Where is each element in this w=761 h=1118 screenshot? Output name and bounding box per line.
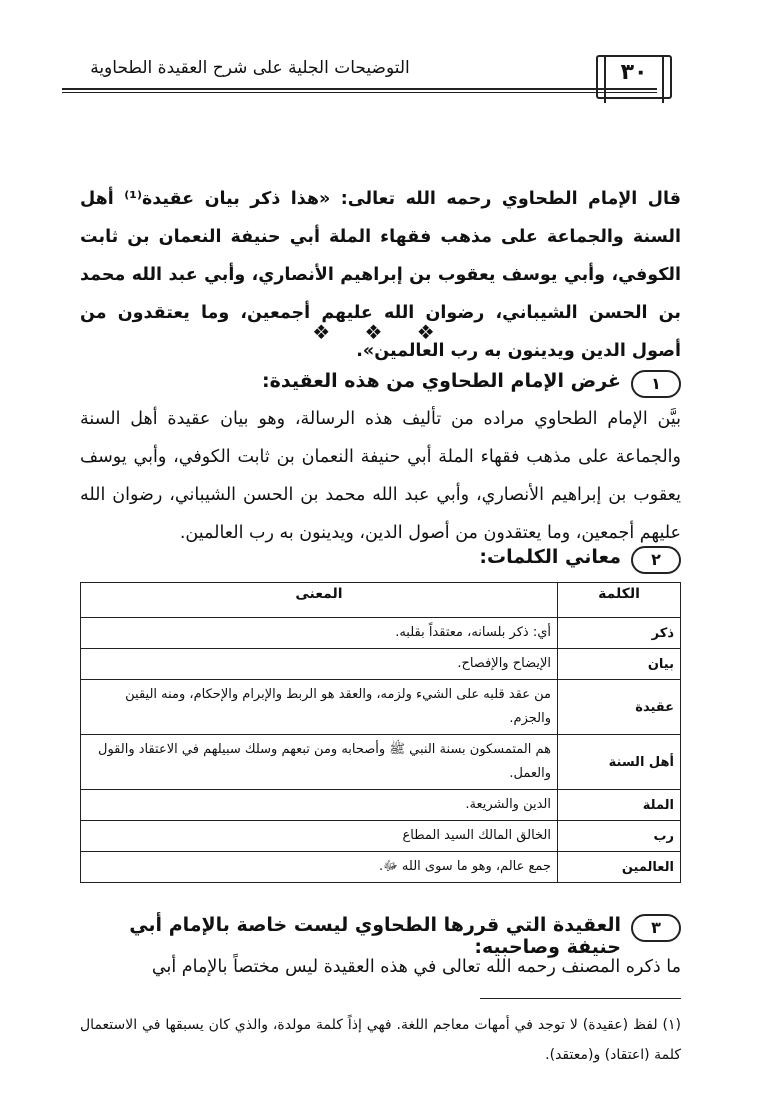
meaning-cell: هم المتمسكون بسنة النبي ﷺ وأصحابه ومن تبعهم وسلك سبيلهم في الاعتقاد والقول والعمل. (81, 735, 558, 790)
separator-ornament: ❖ ❖ ❖ (312, 320, 449, 344)
word-cell: بيان (558, 649, 681, 680)
word-cell: رب (558, 821, 681, 852)
section-title: معاني الكلمات: (479, 546, 621, 568)
section-number-badge: ١ (631, 370, 681, 398)
vocabulary-table (80, 582, 681, 883)
word-cell: أهل السنة (558, 735, 681, 790)
section-3-body: ما ذكره المصنف رحمه الله تعالى في هذه العقيدة ليس مختصاً بالإمام أبي (151, 957, 681, 977)
footnote-divider (480, 998, 681, 999)
word-cell: ذكر (558, 618, 681, 649)
word-cell: العالمين (558, 852, 681, 883)
word-cell: الملة (558, 790, 681, 821)
meaning-cell: أي: ذكر بلسانه، معتقداً بقلبه. (81, 618, 558, 649)
table-row (81, 790, 681, 821)
section-1-body: بيَّن الإمام الطحاوي مراده من تأليف هذه الرسالة، وهو بيان عقيدة أهل السنة والجماعة على مذهب فقهاء الملة أبي حنيفة النعمان بن ثابت الكوفي، وأبي يوسف يعقوب بن إبراهيم الأنصاري، وأبي عبد الله محمد بن الحسن الشيباني، رضوان الله عليهم أجمعين، وما يعتقدون من أصول الدين، ويدينون به رب العالمين. (80, 409, 681, 543)
section-title: غرض الإمام الطحاوي من هذه العقيدة: (262, 370, 621, 392)
page-number: ٣٠ (620, 60, 648, 85)
section-number-badge: ٣ (631, 914, 681, 942)
footnote: (١) لفظ (عقيدة) لا توجد في أمهات معاجم اللغة. فهي إذاً كلمة مولدة، والذي كان يسبقها في الاستعمال كلمة (اعتقاد) و(معتقد). (80, 1017, 681, 1063)
section-number-badge: ٢ (631, 546, 681, 574)
section-2-heading (80, 544, 681, 578)
column-header-word: الكلمة (558, 583, 681, 618)
table-row (81, 852, 681, 883)
meaning-cell: الدين والشريعة. (81, 790, 558, 821)
table-row (81, 821, 681, 852)
table-row (81, 618, 681, 649)
meaning-cell: من عقد قلبه على الشيء ولزمه، والعقد هو الربط والإبرام والإحكام، ومنه اليقين والجزم. (81, 680, 558, 735)
table-row (81, 735, 681, 790)
section-3-heading (80, 912, 681, 958)
header-divider (62, 88, 657, 90)
section-1-heading (80, 368, 681, 402)
book-title: التوضيحات الجلية على شرح العقيدة الطحاوية (90, 58, 410, 78)
meaning-cell: الإيضاح والإفصاح. (81, 649, 558, 680)
intro-quote: قال الإمام الطحاوي رحمه الله تعالى: «هذا ذكر بيان عقيدة⁽¹⁾ أهل السنة والجماعة على مذهب فقهاء الملة أبي حنيفة النعمان بن ثابت الكوفي، وأبي يوسف يعقوب بن إبراهيم الأنصاري، وأبي عبد الله محمد بن الحسن الشيباني، رضوان الله عليهم أجمعين، وما يعتقدون من أصول الدين ويدينون به رب العالمين». (80, 189, 681, 361)
header-divider-thin (62, 92, 657, 93)
table-header-row (81, 583, 681, 618)
word-cell: عقيدة (558, 680, 681, 735)
meaning-cell: الخالق المالك السيد المطاع (81, 821, 558, 852)
table-row (81, 649, 681, 680)
column-header-meaning: المعنى (81, 583, 558, 618)
table-row (81, 680, 681, 735)
section-title: العقيدة التي قررها الطحاوي ليست خاصة بالإمام أبي حنيفة وصاحبيه: (129, 914, 621, 958)
meaning-cell: جمع عالم، وهو ما سوى الله ﷻ. (81, 852, 558, 883)
